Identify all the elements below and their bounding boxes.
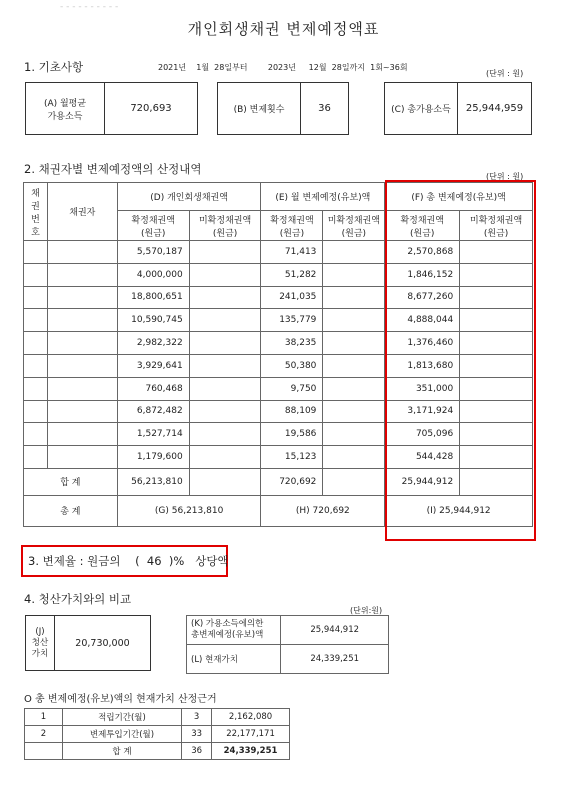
box-b — [217, 82, 349, 135]
col-f-header: (F) 총 변제예정(유보)액 — [385, 183, 533, 211]
f-confirmed-cell: 1,846,152 — [385, 263, 460, 286]
f-confirmed-cell: 1,813,680 — [385, 354, 460, 377]
creditor-name-cell — [47, 446, 117, 469]
creditor-name-cell — [47, 377, 117, 400]
pv-no-cell: 2 — [25, 726, 63, 743]
d-confirmed-header: 확정채권액 (원금) — [117, 211, 189, 241]
creditor-no-cell — [24, 446, 48, 469]
sum-label: 합 계 — [24, 468, 118, 495]
total-h: (H) 720,692 — [261, 495, 385, 526]
d-unconfirmed-cell — [189, 263, 261, 286]
e-unconfirmed-cell — [323, 241, 385, 264]
pv-total-value: 24,339,251 — [212, 743, 290, 760]
table-row — [25, 709, 290, 726]
d-unconfirmed-header: 미확정채권액 (원금) — [189, 211, 261, 241]
f-confirmed-header: 확정채권액 (원금) — [385, 211, 460, 241]
f-confirmed-cell: 2,570,868 — [385, 241, 460, 264]
e-confirmed-header: 확정채권액 (원금) — [261, 211, 323, 241]
creditor-name-cell — [47, 286, 117, 309]
comparison-table — [186, 615, 389, 674]
f-confirmed-cell: 8,677,260 — [385, 286, 460, 309]
f-confirmed-cell: 544,428 — [385, 446, 460, 469]
creditor-name-cell — [47, 423, 117, 446]
repayment-rate-text: 3. 변제율 : 원금의 ( 46 )% 상당액 — [28, 554, 229, 568]
box-c — [384, 82, 532, 135]
d-unconfirmed-cell — [189, 400, 261, 423]
creditor-no-cell — [24, 377, 48, 400]
k-value: 25,944,912 — [281, 616, 389, 645]
f-confirmed-cell: 3,171,924 — [385, 400, 460, 423]
f-confirmed-cell: 705,096 — [385, 423, 460, 446]
box-a — [25, 82, 198, 135]
e-unconfirmed-cell — [323, 286, 385, 309]
j-value: 20,730,000 — [75, 637, 130, 649]
f-confirmed-cell: 4,888,044 — [385, 309, 460, 332]
highlight-box-f-column — [385, 180, 536, 541]
b-value: 36 — [318, 103, 331, 114]
d-unconfirmed-cell — [189, 332, 261, 355]
col-no-header: 채권 번호 — [24, 183, 48, 241]
c-value: 25,944,959 — [465, 103, 524, 114]
d-unconfirmed-cell — [189, 354, 261, 377]
creditor-no-cell — [24, 286, 48, 309]
creditor-no-cell — [24, 241, 48, 264]
total-g: (G) 56,213,810 — [117, 495, 261, 526]
l-value: 24,339,251 — [281, 645, 389, 674]
e-confirmed-cell: 9,750 — [261, 377, 323, 400]
creditor-name-cell — [47, 241, 117, 264]
d-confirmed-cell: 5,570,187 — [117, 241, 189, 264]
e-confirmed-cell: 88,109 — [261, 400, 323, 423]
pv-value-cell: 2,162,080 — [212, 709, 290, 726]
total-i: (I) 25,944,912 — [385, 495, 533, 526]
col-name-header: 채권자 — [47, 183, 117, 241]
period-text: 2021년 1월 28일부터 2023년 12월 28일까지 1회~36회 — [158, 63, 408, 72]
basic-unit: (단위 : 원) — [486, 69, 524, 78]
d-unconfirmed-cell — [189, 241, 261, 264]
d-confirmed-cell: 6,872,482 — [117, 400, 189, 423]
e-confirmed-cell: 15,123 — [261, 446, 323, 469]
d-confirmed-cell: 1,527,714 — [117, 423, 189, 446]
e-confirmed-cell: 51,282 — [261, 263, 323, 286]
d-confirmed-cell: 10,590,745 — [117, 309, 189, 332]
a-value: 720,693 — [130, 103, 172, 114]
d-confirmed-cell: 18,800,651 — [117, 286, 189, 309]
e-confirmed-cell: 135,779 — [261, 309, 323, 332]
j-label: (J) 청산 가치 — [26, 616, 55, 670]
creditors-unit: (단위 : 원) — [486, 172, 524, 181]
e-unconfirmed-header: 미확정채권액 (원금) — [323, 211, 385, 241]
e-unconfirmed-cell — [323, 354, 385, 377]
d-confirmed-cell: 2,982,322 — [117, 332, 189, 355]
comparison-unit: (단위:원) — [350, 606, 383, 615]
d-unconfirmed-cell — [189, 423, 261, 446]
e-confirmed-cell: 241,035 — [261, 286, 323, 309]
d-confirmed-cell: 3,929,641 — [117, 354, 189, 377]
creditor-no-cell — [24, 332, 48, 355]
pv-no-cell: 1 — [25, 709, 63, 726]
e-unconfirmed-cell — [323, 400, 385, 423]
l-label: (L) 현재가치 — [187, 645, 281, 674]
d-unconfirmed-cell — [189, 286, 261, 309]
creditor-name-cell — [47, 263, 117, 286]
section-creditors-heading: 2. 채권자별 변제예정액의 산정내역 — [24, 162, 202, 176]
pv-months-cell: 33 — [182, 726, 212, 743]
e-confirmed-cell: 50,380 — [261, 354, 323, 377]
b-label: (B) 변제횟수 — [218, 83, 301, 134]
total-label: 총 계 — [24, 495, 118, 526]
present-value-heading: O 총 변제예정(유보)액의 현재가치 산정근거 — [24, 694, 217, 705]
creditor-no-cell — [24, 309, 48, 332]
creditor-name-cell — [47, 354, 117, 377]
e-unconfirmed-cell — [323, 423, 385, 446]
pv-value-cell: 22,177,171 — [212, 726, 290, 743]
sum-d: 56,213,810 — [117, 468, 189, 495]
creditor-name-cell — [47, 309, 117, 332]
d-confirmed-cell: 760,468 — [117, 377, 189, 400]
pv-months-cell: 3 — [182, 709, 212, 726]
e-unconfirmed-cell — [323, 309, 385, 332]
d-unconfirmed-cell — [189, 377, 261, 400]
col-d-header: (D) 개인회생채권액 — [117, 183, 261, 211]
present-value-table — [24, 708, 290, 760]
col-e-header: (E) 월 변제예정(유보)액 — [261, 183, 385, 211]
pv-total-months: 36 — [182, 743, 212, 760]
e-confirmed-cell: 71,413 — [261, 241, 323, 264]
c-label: (C) 총가용소득 — [385, 83, 458, 134]
creditor-name-cell — [47, 332, 117, 355]
e-unconfirmed-cell — [323, 263, 385, 286]
d-unconfirmed-cell — [189, 446, 261, 469]
d-confirmed-cell: 1,179,600 — [117, 446, 189, 469]
f-confirmed-cell: 1,376,460 — [385, 332, 460, 355]
sum-e: 720,692 — [261, 468, 323, 495]
k-label: (K) 가용소득에의한 총변제예정(유보)액 — [187, 616, 281, 645]
d-confirmed-cell: 4,000,000 — [117, 263, 189, 286]
creditor-name-cell — [47, 400, 117, 423]
section-comparison-heading: 4. 청산가치와의 비교 — [24, 592, 132, 606]
d-unconfirmed-cell — [189, 309, 261, 332]
e-unconfirmed-cell — [323, 446, 385, 469]
creditor-no-cell — [24, 423, 48, 446]
pv-label-cell: 적립기간(월) — [62, 709, 181, 726]
pv-total-label: 합 계 — [62, 743, 181, 760]
table-row — [25, 726, 290, 743]
sum-f: 25,944,912 — [385, 468, 460, 495]
e-confirmed-cell: 19,586 — [261, 423, 323, 446]
creditor-no-cell — [24, 354, 48, 377]
creditor-no-cell — [24, 263, 48, 286]
pv-label-cell: 변제투입기간(월) — [62, 726, 181, 743]
section-basic-heading: 1. 기초사항 — [24, 60, 84, 74]
page-title: 개인회생채권 변제예정액표 — [187, 20, 380, 38]
f-unconfirmed-header: 미확정채권액 (원금) — [460, 211, 533, 241]
f-confirmed-cell: 351,000 — [385, 377, 460, 400]
box-j — [25, 615, 151, 671]
a-label: (A) 월평균 가용소득 — [26, 83, 105, 134]
creditor-no-cell — [24, 400, 48, 423]
faint-header-text: - - - - - - - - - - — [60, 2, 119, 12]
e-unconfirmed-cell — [323, 377, 385, 400]
e-unconfirmed-cell — [323, 332, 385, 355]
e-confirmed-cell: 38,235 — [261, 332, 323, 355]
